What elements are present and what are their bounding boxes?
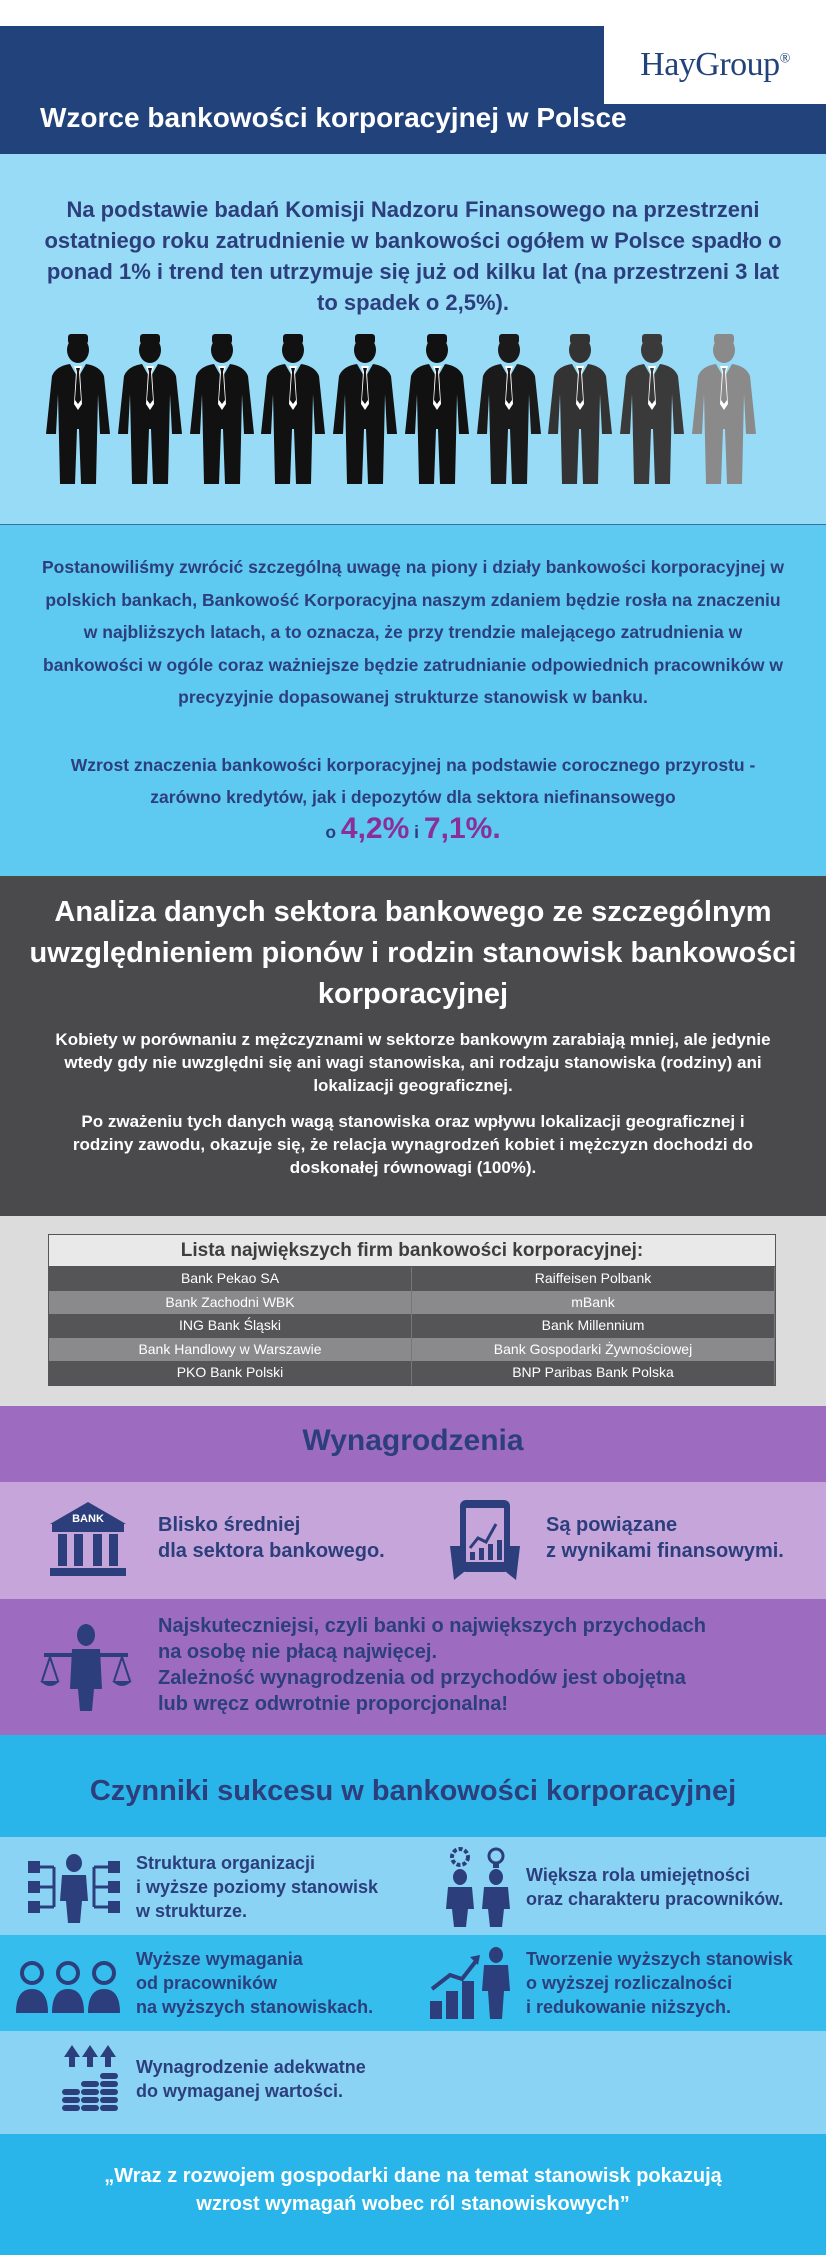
employment-section (0, 154, 826, 524)
factor-4-line2: o wyższej rozliczalności (526, 1973, 733, 1993)
pay-heading: Wynagrodzenia (302, 1424, 524, 1457)
table-cell: Bank Pekao SA (49, 1267, 412, 1291)
pay-item-1-line2: dla sektora bankowego. (158, 1540, 385, 1562)
person-icon (405, 334, 469, 484)
growth-text: Wzrost znaczenia bankowości korporacyjnej na podstawie corocznego przyrostu - zarówno kredytów, jak i depozytów dla sektora niefinansowego (70, 755, 756, 807)
factor-3-line3: na wyższych stanowiskach. (136, 1997, 374, 2017)
pay-item-2-text (546, 1512, 784, 1564)
bank-icon (46, 1500, 130, 1580)
firms-table (48, 1234, 776, 1386)
haygroup-logo (604, 26, 826, 104)
table-cell: Bank Gospodarki Żywnościowej (412, 1338, 775, 1362)
factor-3-line2: od pracowników (136, 1973, 278, 1993)
table-row (49, 1338, 775, 1362)
pay-item-3-line1: Najskuteczniejsi, czyli banki o największych przychodach (158, 1615, 706, 1637)
person-icon (190, 334, 254, 484)
factor-2-line1: Większa rola umiejętności (526, 1865, 750, 1885)
factor-1-line2: i wyższe poziomy stanowisk (136, 1877, 379, 1897)
quote-text (40, 2162, 786, 2218)
table-cell: BNP Paribas Bank Polska (412, 1361, 775, 1385)
factor-1-line3: w strukturze. (136, 1901, 248, 1921)
table-cell: ING Bank Śląski (49, 1314, 412, 1338)
page-title: Wzorce bankowości korporacyjnej w Polsce (40, 102, 627, 133)
bank-icon-label: BANK (72, 1513, 104, 1525)
analysis-section (0, 876, 826, 1216)
person-icon (261, 334, 325, 484)
coins-stack-icon (62, 2045, 118, 2117)
growth-text-block (40, 749, 786, 848)
growth-bars-icon (428, 1945, 510, 2021)
table-row (49, 1361, 775, 1385)
pay-item-3-line3: Zależność wynagrodzenia od przychodów jest obojętna (158, 1667, 686, 1689)
quote-section (0, 2134, 826, 2255)
analysis-paragraph-2: Po zważeniu tych danych wagą stanowiska oraz wpływu lokalizacji geograficznej i rodziny zawodu, okazuje się, że relacja wynagrodzeń kobiet i mężczyzn dochodzi do doskonałej równowagi (100%). (72, 1112, 754, 1177)
factor-1-text (136, 1851, 378, 1923)
skills-people-icon (444, 1847, 514, 1927)
factor-4-line3: i redukowanie niższych. (526, 1997, 732, 2017)
pay-item-2-line1: Są powiązane (546, 1514, 678, 1536)
firms-table-title: Lista największych firm bankowości korporacyjnej: (49, 1235, 775, 1267)
person-icon (692, 334, 756, 484)
factor-5-line2: do wymaganej wartości. (136, 2081, 344, 2101)
team-icon (14, 1959, 122, 2015)
success-row-2 (0, 1935, 826, 2031)
top-strip (0, 0, 826, 26)
table-cell: mBank (412, 1291, 775, 1315)
employment-text: Na podstawie badań Komisji Nadzoru Finansowego na przestrzeni ostatniego roku zatrudnienie w bankowości ogółem w Polsce spadło o ponad 1% i trend ten utrzymuje się już od kilku lat (na przestrzeni 3 lat to spadek o 2,5%). (44, 197, 782, 315)
pay-item-3-line4: lub wręcz odwrotnie proporcjonalna! (158, 1693, 509, 1715)
table-cell: Bank Handlowy w Warszawie (49, 1338, 412, 1362)
header-banner (0, 26, 826, 154)
success-heading: Czynniki sukcesu w bankowości korporacyjnej (89, 1775, 737, 1807)
table-cell: Raiffeisen Polbank (412, 1267, 775, 1291)
focus-text: Postanowiliśmy zwrócić szczególną uwagę na piony i działy bankowości korporacyjnej w polskich bankach, Bankowość Korporacyjna naszym zdaniem będzie rosła na znaczeniu w najbliższych latach, a to oznacza, że przy trendzie malejącego zatrudnienia w bankowości w ogóle coraz ważniejsze będzie zatrudnianie odpowiednich pracowników w precyzyjnie dopasowanej strukturze stanowisk w banku. (41, 557, 784, 707)
factor-1-line1: Struktura organizacji (136, 1853, 316, 1873)
growth-suffix: . (492, 812, 501, 845)
logo-text: HayGroup® (640, 46, 790, 83)
scales-person-icon (38, 1623, 134, 1713)
person-icon (548, 334, 612, 484)
corporate-banking-section (0, 524, 826, 876)
factor-3-text (136, 1947, 373, 2019)
factor-5-text (136, 2055, 366, 2103)
factor-2-line2: oraz charakteru pracowników. (526, 1889, 784, 1909)
table-cell: Bank Zachodni WBK (49, 1291, 412, 1315)
people-row (46, 334, 756, 484)
person-icon (118, 334, 182, 484)
factor-4-text (526, 1947, 793, 2019)
table-row (49, 1267, 775, 1291)
factor-5-line1: Wynagrodzenie adekwatne (136, 2057, 366, 2077)
analysis-heading: Analiza danych sektora bankowego ze szczególnym uwzględnieniem pionów i rodzin stanowisk bankowości korporacyjnej (29, 896, 797, 1010)
growth-prefix: o (325, 822, 337, 842)
pay-item-1-line1: Blisko średniej (158, 1514, 301, 1536)
pay-item-3-text (158, 1613, 706, 1717)
success-header (0, 1735, 826, 1837)
success-row-3 (0, 2031, 826, 2134)
person-icon (333, 334, 397, 484)
pay-row-1 (0, 1482, 826, 1599)
pay-item-3-line2: na osobę nie płacą najwięcej. (158, 1641, 437, 1663)
analysis-paragraph-1: Kobiety w porównaniu z mężczyznami w sektorze bankowym zarabiają mniej, ale jedynie wtedy gdy nie uwzględni się ani wagi stanowiska, ani rodzaju stanowiska (rodziny) ani lokalizacji geograficznej. (55, 1030, 771, 1095)
growth-value-deposits: 7,1% (423, 812, 493, 845)
table-row (49, 1291, 775, 1315)
pay-header (0, 1406, 826, 1482)
table-cell: Bank Millennium (412, 1314, 775, 1338)
tablet-chart-icon (450, 1498, 520, 1582)
person-icon (46, 334, 110, 484)
success-row-1 (0, 1837, 826, 1935)
pay-item-2-line2: z wynikami finansowymi. (546, 1540, 784, 1562)
person-icon (620, 334, 684, 484)
pay-row-2 (0, 1599, 826, 1735)
factor-2-text (526, 1863, 783, 1911)
factor-4-line1: Tworzenie wyższych stanowisk (526, 1949, 793, 1969)
firms-section (0, 1216, 826, 1406)
growth-joiner: i (414, 822, 420, 842)
pay-item-1-text (158, 1512, 385, 1564)
factor-3-line1: Wyższe wymagania (136, 1949, 303, 1969)
person-icon (477, 334, 541, 484)
table-row (49, 1314, 775, 1338)
quote-line2: wzrost wymagań wobec ról stanowiskowych” (196, 2193, 630, 2215)
table-cell: PKO Bank Polski (49, 1361, 412, 1385)
quote-line1: „Wraz z rozwojem gospodarki dane na temat stanowisk pokazują (104, 2165, 722, 2187)
growth-value-loans: 4,2% (340, 812, 410, 845)
org-structure-icon (28, 1851, 122, 1923)
